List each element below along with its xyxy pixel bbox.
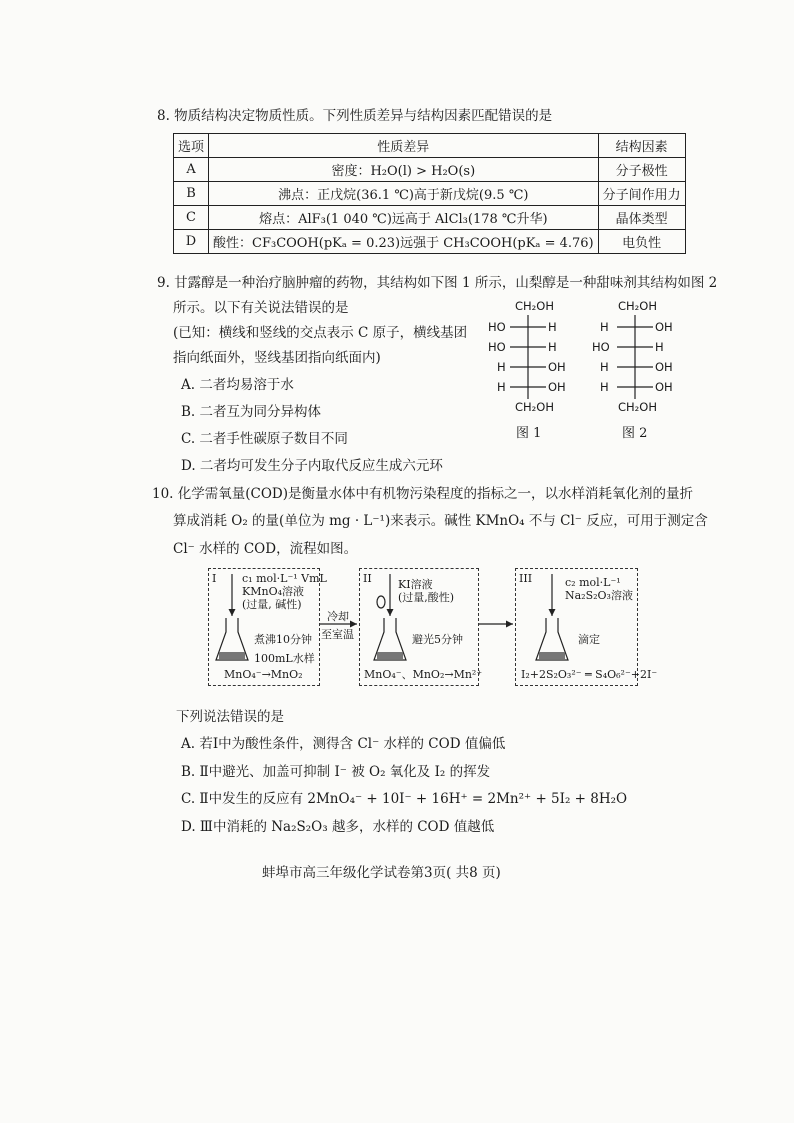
fig2-right: OH bbox=[655, 360, 673, 374]
box2-num: II bbox=[363, 572, 372, 585]
row-factor: 分子极性 bbox=[598, 158, 685, 182]
q10-option-d: D. Ⅲ中消耗的 Na₂S₂O₃ 越多，水样的 COD 值越低 bbox=[181, 819, 495, 835]
box1-reagent1: c₁ mol·L⁻¹ VmL bbox=[242, 572, 327, 585]
fig1-bottom: CH₂OH bbox=[515, 400, 554, 414]
q10-line3: Cl⁻ 水样的 COD，流程如图。 bbox=[173, 541, 358, 557]
page-footer: 蚌埠市高三年级化学试卷第3页( 共8 页) bbox=[262, 865, 501, 881]
box3-num: III bbox=[519, 572, 533, 585]
row-property: 沸点：正戊烷(36.1 ℃)高于新戊烷(9.5 ℃) bbox=[209, 182, 599, 206]
row-property: 熔点：AlF₃(1 040 ℃)远高于 AlCl₃(178 ℃升华) bbox=[209, 206, 599, 230]
fig1-top: CH₂OH bbox=[515, 299, 554, 313]
q8-table bbox=[173, 133, 686, 254]
q10-option-c: C. Ⅱ中发生的反应有 2MnO₄⁻ + 10I⁻ + 16H⁺ = 2Mn²⁺ + 5I₂ + 8H₂O bbox=[181, 791, 628, 807]
fig1-left: HO bbox=[488, 320, 506, 334]
fig2-right: H bbox=[655, 340, 664, 354]
box2-equation: MnO₄⁻、MnO₂→Mn²⁺ bbox=[364, 668, 483, 681]
q10-prompt: 下列说法错误的是 bbox=[176, 709, 284, 725]
box1-reagent3: (过量, 碱性) bbox=[242, 598, 302, 611]
fig1-right: H bbox=[548, 320, 557, 334]
q10-line2: 算成消耗 O₂ 的量(单位为 mg · L⁻¹)来表示。碱性 KMnO₄ 不与 Cl⁻ 反应，可用于测定含 bbox=[173, 513, 708, 529]
q9-line1: 9. 甘露醇是一种治疗脑肿瘤的药物，其结构如下图 1 所示，山梨醇是一种甜味剂其结构如图 2 bbox=[157, 275, 718, 291]
fig2-right: OH bbox=[655, 320, 673, 334]
box3-reagent1: c₂ mol·L⁻¹ bbox=[565, 576, 621, 589]
fig2-left: HO bbox=[592, 340, 610, 354]
cool-label: 冷却 bbox=[327, 610, 349, 623]
q8-stem: 8. 物质结构决定物质性质。下列性质差异与结构因素匹配错误的是 bbox=[157, 108, 553, 124]
box1-equation: MnO₄⁻→MnO₂ bbox=[224, 668, 303, 681]
row-property: 密度：H₂O(l) > H₂O(s) bbox=[209, 158, 599, 182]
box3-reagent2: Na₂S₂O₃溶液 bbox=[565, 589, 633, 602]
fig2-caption: 图 2 bbox=[622, 426, 648, 441]
table-row bbox=[174, 206, 686, 230]
fischer-figures bbox=[480, 295, 680, 445]
box2-step: 避光5分钟 bbox=[412, 633, 463, 646]
table-row bbox=[174, 182, 686, 206]
row-option: C bbox=[174, 206, 209, 230]
fig1-left: H bbox=[497, 360, 506, 374]
table-header-row bbox=[174, 134, 686, 158]
fig2-right: OH bbox=[655, 380, 673, 394]
box1-reagent2: KMnO₄溶液 bbox=[242, 585, 304, 598]
row-factor: 晶体类型 bbox=[598, 206, 685, 230]
fig2-left: H bbox=[600, 320, 609, 334]
q10-line1: 10. 化学需氧量(COD)是衡量水体中有机物污染程度的指标之一，以水样消耗氧化剂的量折 bbox=[152, 486, 694, 502]
header-option: 选项 bbox=[174, 134, 209, 158]
table-row bbox=[174, 230, 686, 254]
box2-reagent2: (过量,酸性) bbox=[398, 591, 455, 604]
fig1-left: H bbox=[497, 380, 506, 394]
q9-option-a: A. 二者均易溶于水 bbox=[181, 377, 294, 393]
fig1-right: OH bbox=[548, 360, 566, 374]
room-temp-label: 至室温 bbox=[321, 628, 354, 641]
row-property: 酸性：CF₃COOH(pKₐ = 0.23)远强于 CH₃COOH(pKₐ = 4.76) bbox=[209, 230, 599, 254]
header-property: 性质差异 bbox=[209, 134, 599, 158]
box1-sample: 100mL水样 bbox=[254, 652, 315, 665]
fig2-bottom: CH₂OH bbox=[618, 400, 657, 414]
q9-line3: (已知：横线和竖线的交点表示 C 原子，横线基团 bbox=[173, 325, 468, 341]
q10-option-b: B. Ⅱ中避光、加盖可抑制 I⁻ 被 O₂ 氧化及 I₂ 的挥发 bbox=[181, 764, 491, 780]
row-option: D bbox=[174, 230, 209, 254]
box1-step: 煮沸10分钟 bbox=[254, 633, 312, 646]
row-factor: 电负性 bbox=[598, 230, 685, 254]
fig2-top: CH₂OH bbox=[618, 299, 657, 313]
row-factor: 分子间作用力 bbox=[598, 182, 685, 206]
box1-num: I bbox=[212, 572, 217, 585]
q9-line4: 指向纸面外，竖线基团指向纸面内) bbox=[173, 350, 381, 366]
table-row bbox=[174, 158, 686, 182]
q9-option-c: C. 二者手性碳原子数目不同 bbox=[181, 431, 348, 447]
box3-step: 滴定 bbox=[578, 633, 600, 646]
row-option: A bbox=[174, 158, 209, 182]
q9-option-d: D. 二者均可发生分子内取代反应生成六元环 bbox=[181, 458, 443, 474]
box3-equation: I₂+2S₂O₃²⁻ ═ S₄O₆²⁻+2I⁻ bbox=[521, 668, 658, 681]
fig2-left: H bbox=[600, 380, 609, 394]
fig2-left: H bbox=[600, 360, 609, 374]
box2-reagent1: KI溶液 bbox=[398, 578, 433, 591]
fig1-right: H bbox=[548, 340, 557, 354]
fig1-right: OH bbox=[548, 380, 566, 394]
q9-line2: 所示。以下有关说法错误的是 bbox=[173, 300, 349, 316]
fig1-caption: 图 1 bbox=[516, 426, 542, 441]
q9-option-b: B. 二者互为同分异构体 bbox=[181, 404, 322, 420]
header-factor: 结构因素 bbox=[598, 134, 685, 158]
fig1-left: HO bbox=[488, 340, 506, 354]
row-option: B bbox=[174, 182, 209, 206]
q10-option-a: A. 若Ⅰ中为酸性条件，测得含 Cl⁻ 水样的 COD 值偏低 bbox=[181, 736, 506, 752]
